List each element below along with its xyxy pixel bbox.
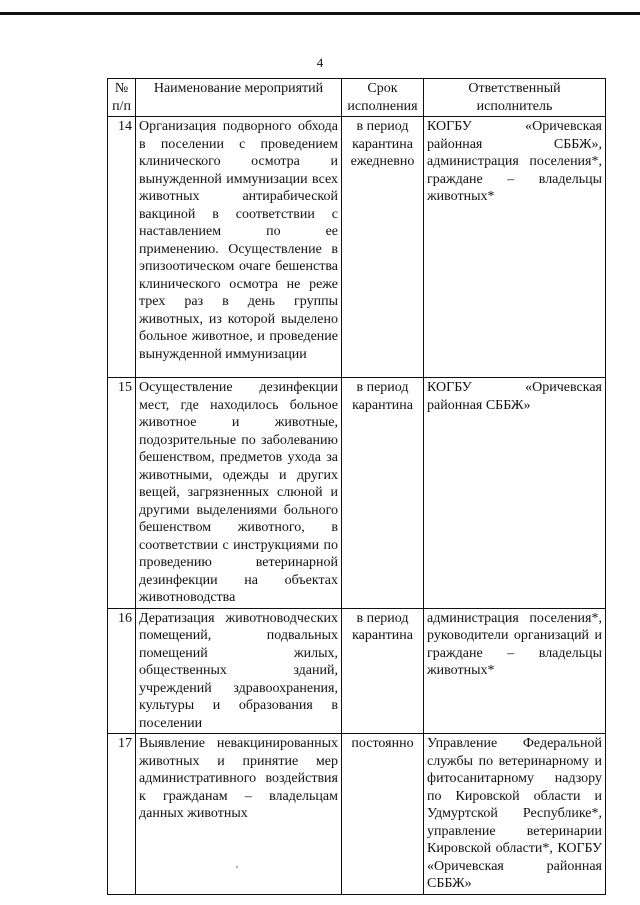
row-term: в период карантина ежедневно xyxy=(342,117,424,378)
row-responsible: КОГБУ «Оричевская районная СББЖ» xyxy=(424,378,606,609)
row-responsible: администрация поселения*, руководители организаций и граждане – владельцы животных* xyxy=(424,608,606,734)
row-number: 14 xyxy=(108,117,136,378)
header-term: Срок исполнения xyxy=(342,79,424,117)
table-row xyxy=(108,378,606,609)
top-edge-line xyxy=(0,12,640,15)
table-row xyxy=(108,608,606,734)
page-number: 4 xyxy=(316,55,324,70)
header-activity: Наименование мероприятий xyxy=(136,79,342,117)
header-responsible: Ответственный исполнитель xyxy=(424,79,606,117)
row-responsible: Управление Федеральной службы по ветеринарному и фитосанитарному надзору по Кировской области и Удмуртской Республике*, управление ветеринарии Кировской области*, КОГБУ «Оричевская районная СББЖ» xyxy=(424,734,606,895)
row-responsible: КОГБУ «Оричевская районная СББЖ», администрация поселения*, граждане – владельцы животных* xyxy=(424,117,606,378)
header-num: № п/п xyxy=(108,79,136,117)
table-header-row xyxy=(108,79,606,117)
row-activity: Дератизация животноводческих помещений, подвальных помещений жилых, общественных зданий, учреждений здравоохранения, культуры и образования в поселении xyxy=(136,608,342,734)
row-term: в период карантина xyxy=(342,378,424,609)
row-number: 16 xyxy=(108,608,136,734)
table-row xyxy=(108,734,606,895)
measures-table xyxy=(107,78,606,895)
row-number: 15 xyxy=(108,378,136,609)
row-number: 17 xyxy=(108,734,136,895)
table-row xyxy=(108,117,606,378)
row-term: в период карантина xyxy=(342,608,424,734)
row-activity: Организация подворного обхода в поселении с проведением клинического осмотра и вынужденной иммунизации всех животных антирабической вакциной в соответствии с наставлением по ее применению. Осуществление в эпизоотическом очаге бешенства клинического осмотра не реже трех раз в день группы животных, из которой выделено больное животное, и проведение вынужденной иммунизации xyxy=(136,117,342,378)
row-activity: Выявление невакцинированных животных и принятие мер административного воздействия к гражданам – владельцам данных животных xyxy=(136,734,342,895)
row-term: постоянно xyxy=(342,734,424,895)
row-activity: Осуществление дезинфекции мест, где находилось больное животное и животные, подозрительные по заболеванию бешенством, предметов ухода за животными, одежды и других вещей, загрязненных слюной и другими выделениями больного бешенством животного, в соответствии с инструкциями по проведению ветеринарной дезинфекции на объектах животноводства xyxy=(136,378,342,609)
scan-speck xyxy=(236,866,238,868)
